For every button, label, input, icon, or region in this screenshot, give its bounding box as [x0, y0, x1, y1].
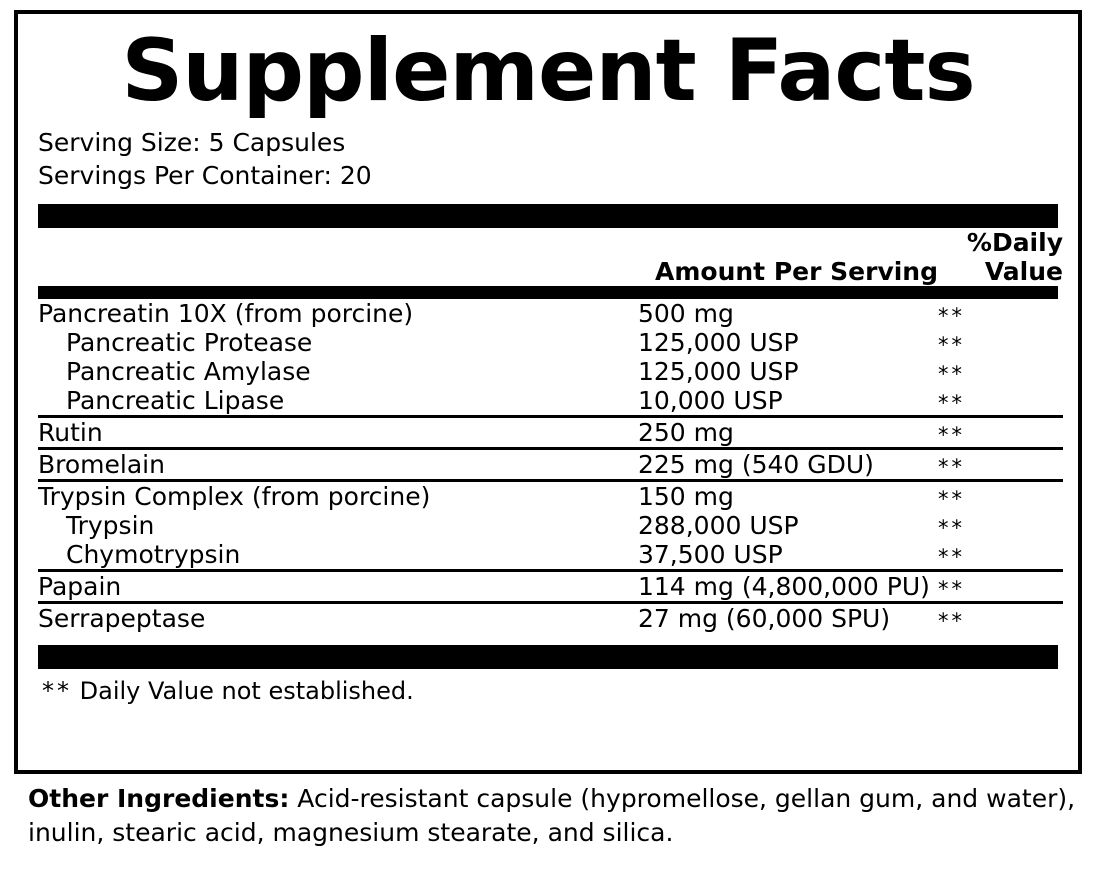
- nutrient-daily-value: **: [938, 423, 965, 447]
- serving-size: Serving Size: 5 Capsules: [38, 128, 346, 157]
- footnote-stars: **: [42, 677, 72, 705]
- footnote: [38, 669, 1058, 705]
- nutrient-amount: 250 mg: [638, 418, 734, 447]
- nutrient-daily-value: **: [938, 577, 965, 601]
- nutrient-name: Trypsin: [66, 511, 155, 540]
- other-ingredients-label: Other Ingredients:: [28, 784, 290, 813]
- table-row: [38, 482, 1063, 511]
- nutrient-daily-value: **: [938, 304, 965, 328]
- table-row: [38, 540, 1063, 569]
- nutrient-amount: 114 mg (4,800,000 PU): [638, 572, 930, 601]
- divider-thick-top: [38, 204, 1058, 228]
- nutrient-name: Trypsin Complex (from porcine): [38, 482, 431, 511]
- table-row: [38, 418, 1063, 447]
- nutrient-amount: 37,500 USP: [638, 540, 783, 569]
- table-row: [38, 299, 1063, 328]
- nutrient-amount: 125,000 USP: [638, 328, 799, 357]
- nutrient-daily-value: **: [938, 545, 965, 569]
- table-row: [38, 604, 1063, 633]
- nutrient-name: Serrapeptase: [38, 604, 206, 633]
- nutrient-name: Pancreatic Protease: [66, 328, 313, 357]
- table-row: [38, 511, 1063, 540]
- nutrient-amount: 10,000 USP: [638, 386, 783, 415]
- table-row: [38, 572, 1063, 601]
- table-row: [38, 386, 1063, 415]
- nutrient-daily-value: **: [938, 609, 965, 633]
- nutrients-table: [38, 228, 1063, 286]
- header-blank: [38, 228, 638, 286]
- nutrient-name: Rutin: [38, 418, 103, 447]
- nutrient-daily-value: **: [938, 362, 965, 386]
- table-row: [38, 450, 1063, 479]
- nutrient-name: Papain: [38, 572, 122, 601]
- nutrient-amount: 225 mg (540 GDU): [638, 450, 874, 479]
- nutrient-name: Bromelain: [38, 450, 165, 479]
- header-daily-value: %Daily Value: [966, 228, 1063, 286]
- divider-under-header: [38, 286, 1058, 299]
- nutrient-name: Pancreatin 10X (from porcine): [38, 299, 414, 328]
- nutrient-amount: 125,000 USP: [638, 357, 799, 386]
- other-ingredients-text: Acid-resistant capsule (hypromellose, gellan gum, and water), inulin, stearic acid, magnesium stearate, and silica.: [28, 784, 1076, 847]
- nutrient-rows-table: [38, 299, 1063, 633]
- other-ingredients: [28, 782, 1078, 850]
- table-header-row: [38, 228, 1063, 286]
- nutrient-amount: 288,000 USP: [638, 511, 799, 540]
- header-amount-per-serving: Amount Per Serving: [655, 257, 938, 286]
- nutrient-name: Pancreatic Amylase: [66, 357, 311, 386]
- nutrient-name: Chymotrypsin: [66, 540, 241, 569]
- supplement-facts-panel: [14, 10, 1082, 774]
- nutrient-daily-value: **: [938, 455, 965, 479]
- divider-thick-bottom: [38, 645, 1058, 669]
- table-row: [38, 328, 1063, 357]
- table-row: [38, 357, 1063, 386]
- footnote-text: Daily Value not established.: [79, 677, 414, 705]
- nutrient-amount: 150 mg: [638, 482, 734, 511]
- nutrient-daily-value: **: [938, 516, 965, 540]
- page-title: Supplement Facts: [121, 21, 975, 121]
- serving-info: [38, 126, 1058, 192]
- nutrient-amount: 27 mg (60,000 SPU): [638, 604, 891, 633]
- servings-per-container: Servings Per Container: 20: [38, 161, 372, 190]
- nutrient-daily-value: **: [938, 487, 965, 511]
- nutrient-name: Pancreatic Lipase: [66, 386, 285, 415]
- nutrient-daily-value: **: [938, 333, 965, 357]
- nutrient-amount: 500 mg: [638, 299, 734, 328]
- nutrient-daily-value: **: [938, 391, 965, 415]
